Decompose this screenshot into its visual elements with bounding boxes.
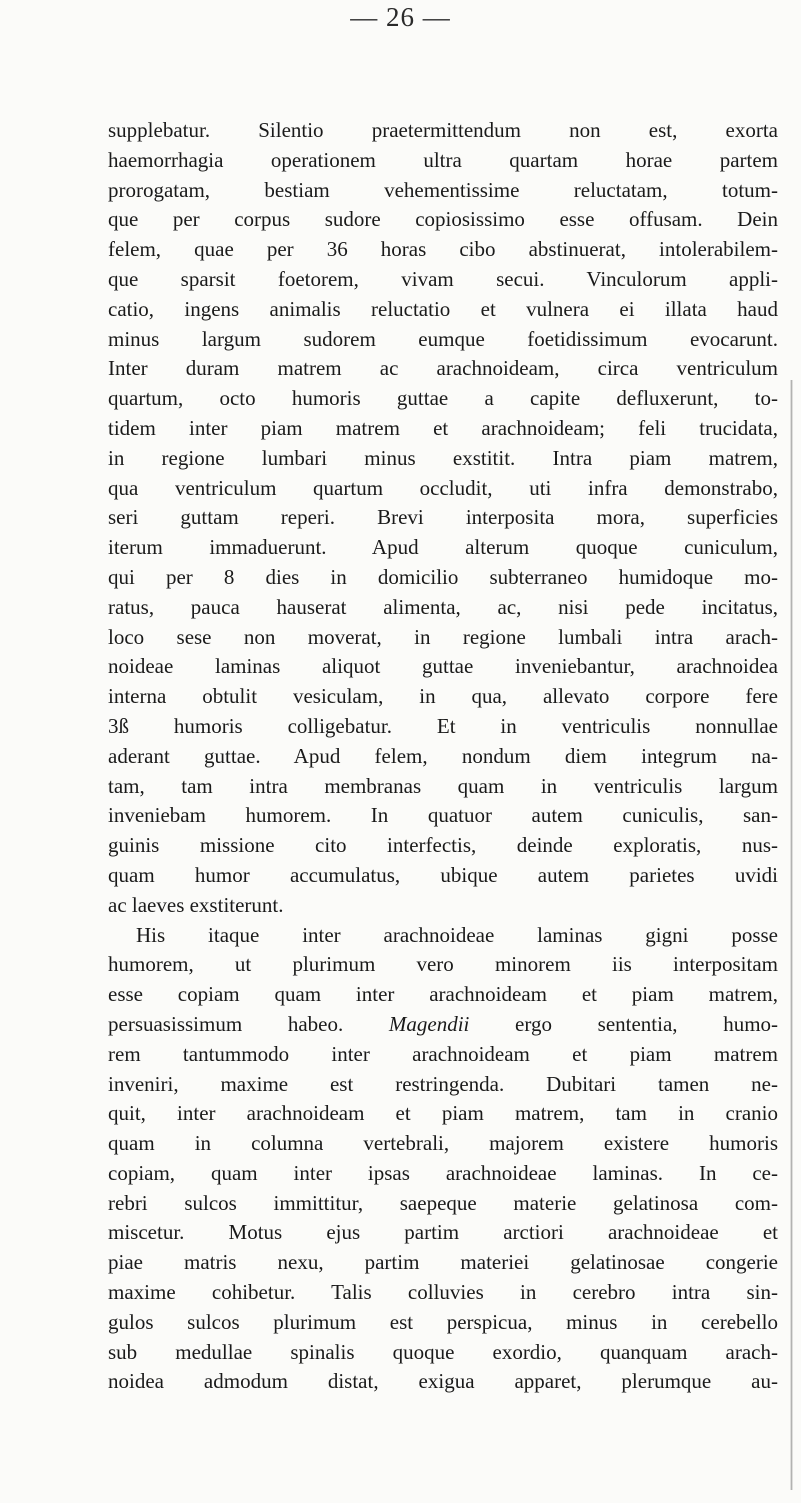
- text-line: tidem inter piam matrem et arachnoideam; feli trucidata,: [108, 415, 778, 440]
- text-line: quam humor accumulatus, ubique autem parietes uvidi: [108, 862, 778, 887]
- body-text: [108, 116, 778, 1397]
- text-line: minus largum sudorem eumque foetidissimum evocarunt.: [108, 326, 778, 351]
- text-line: quartum, octo humoris guttae a capite defluxerunt, to-: [108, 386, 778, 411]
- author-name: Magendii: [388, 1011, 470, 1036]
- text-fragment: ergo sententia, humo-: [515, 1011, 778, 1036]
- text-line: loco sese non moverat, in regione lumbali intra arach-: [108, 624, 778, 649]
- text-line: esse copiam quam inter arachnoideam et piam matrem,: [108, 982, 778, 1007]
- text-line: maxime cohibetur. Talis colluvies in cerebro intra sin-: [108, 1280, 778, 1305]
- text-line: aderant guttae. Apud felem, nondum diem integrum na-: [108, 743, 778, 768]
- text-line: quam in columna vertebrali, majorem existere humoris: [108, 1131, 778, 1156]
- text-line: iterum immaduerunt. Apud alterum quoque cuniculum,: [108, 535, 778, 560]
- text-line: quit, inter arachnoideam et piam matrem, tam in cranio: [108, 1101, 778, 1126]
- text-line-with-author: [108, 1010, 778, 1040]
- text-line: supplebatur. Silentio praetermittendum non est, exorta: [108, 118, 778, 142]
- text-line: inveniebam humorem. In quatuor autem cuniculis, san-: [108, 803, 778, 828]
- page-edge-shadow: [790, 380, 793, 1490]
- text-line: que sparsit foetorem, vivam secui. Vinculorum appli-: [108, 266, 778, 291]
- text-line: prorogatam, bestiam vehementissime reluctatam, totum-: [108, 177, 778, 202]
- text-line: humorem, ut plurimum vero minorem iis interpositam: [108, 952, 778, 977]
- text-line: noideae laminas aliquot guttae inveniebantur, arachnoidea: [108, 654, 778, 679]
- text-line: interna obtulit vesiculam, in qua, allevato corpore fere: [108, 684, 778, 709]
- text-line: gulos sulcos plurimum est perspicua, minus in cerebello: [108, 1309, 778, 1334]
- text-line: qui per 8 dies in domicilio subterraneo humidoque mo-: [108, 564, 778, 589]
- text-line: inveniri, maxime est restringenda. Dubitari tamen ne-: [108, 1071, 778, 1096]
- page-number: — 26 —: [350, 2, 451, 32]
- text-line: ratus, pauca hauserat alimenta, ac, nisi pede incitatus,: [108, 594, 778, 619]
- text-line: qua ventriculum quartum occludit, uti infra demonstrabo,: [108, 475, 778, 500]
- text-line: His itaque inter arachnoideae laminas gigni posse: [136, 922, 778, 947]
- text-line: que per corpus sudore copiosissimo esse offusam. Dein: [108, 207, 778, 232]
- text-line: felem, quae per 36 horas cibo abstinuerat, intolerabilem-: [108, 237, 778, 262]
- text-line: in regione lumbari minus exstitit. Intra piam matrem,: [108, 445, 778, 470]
- text-line: tam, tam intra membranas quam in ventriculis largum: [108, 773, 778, 798]
- text-line: Inter duram matrem ac arachnoideam, circa ventriculum: [108, 356, 778, 381]
- text-line: guinis missione cito interfectis, deinde exploratis, nus-: [108, 833, 778, 858]
- text-fragment: persuasissimum habeo.: [108, 1011, 344, 1036]
- text-line: catio, ingens animalis reluctatio et vulnera ei illata haud: [108, 296, 778, 321]
- text-line: seri guttam reperi. Brevi interposita mora, superficies: [108, 505, 778, 530]
- text-line: sub medullae spinalis quoque exordio, quanquam arach-: [108, 1339, 778, 1364]
- text-line: rebri sulcos immittitur, saepeque materie gelatinosa com-: [108, 1190, 778, 1215]
- text-line: haemorrhagia operationem ultra quartam horae partem: [108, 147, 778, 172]
- text-line: miscetur. Motus ejus partim arctiori arachnoideae et: [108, 1220, 778, 1245]
- text-line: piae matris nexu, partim materiei gelatinosae congerie: [108, 1250, 778, 1275]
- text-line: noidea admodum distat, exigua apparet, plerumque au-: [108, 1369, 778, 1394]
- text-line: ac laeves exstiterunt.: [108, 892, 284, 917]
- text-line: rem tantummodo inter arachnoideam et piam matrem: [108, 1041, 778, 1066]
- text-line: copiam, quam inter ipsas arachnoideae laminas. In ce-: [108, 1160, 778, 1185]
- text-line: 3ß humoris colligebatur. Et in ventriculis nonnullae: [108, 713, 778, 738]
